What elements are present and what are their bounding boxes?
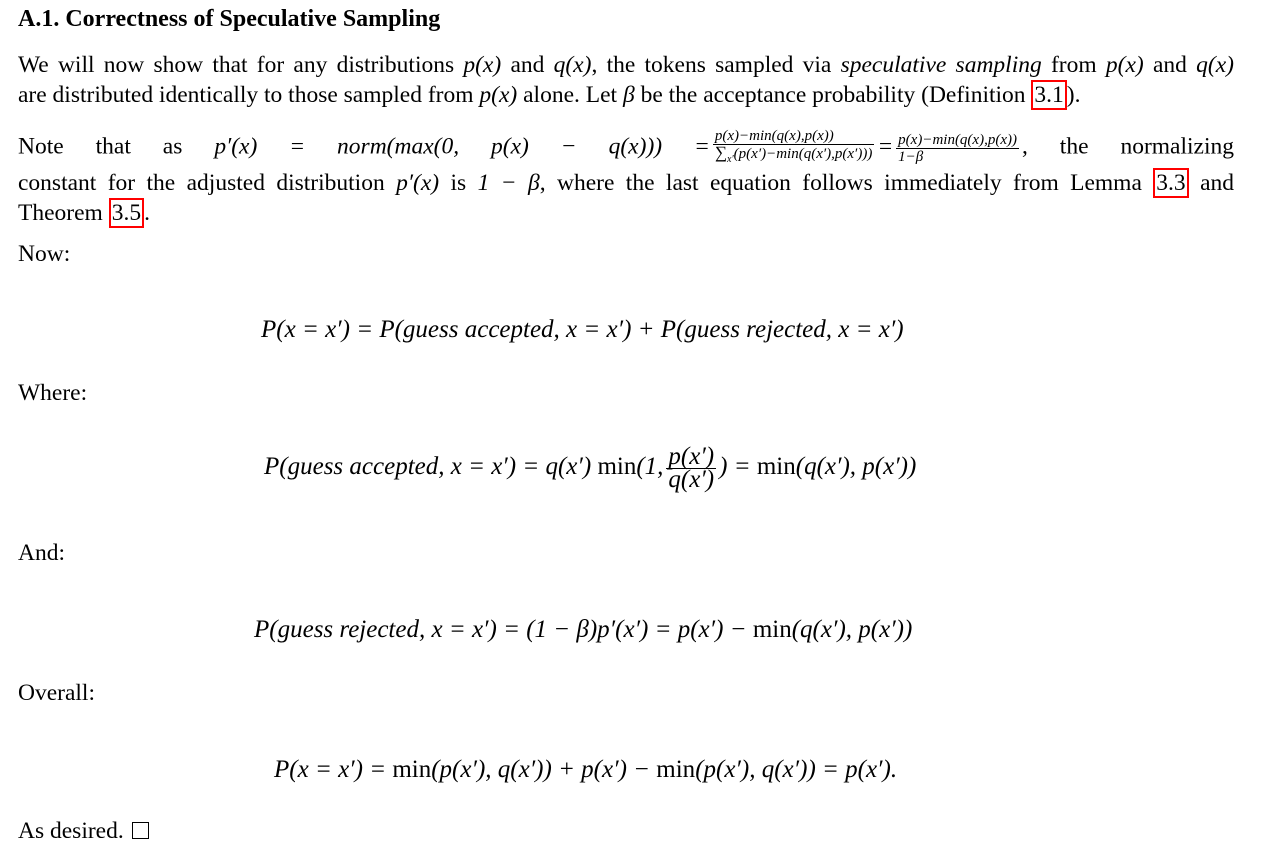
section-title: A.1. Correctness of Speculative Sampling xyxy=(18,6,441,32)
theorem-reference-link[interactable]: 3.5 xyxy=(109,198,144,228)
fraction: $\frac{p(x)-\min(q(x),p(x))}{\sum_{x'}(p(x')-\min(q(x'),p(x')))}$ xyxy=(714,128,873,165)
lemma-reference-link[interactable]: 3.3 xyxy=(1153,168,1188,198)
fraction: $\frac{p(x)-\min(q(x),p(x))}{1-\beta}$ xyxy=(898,131,1017,165)
paragraph-intro xyxy=(18,50,1234,110)
equation-guess-accepted: P(guess accepted, x = x′) = q(x′) min(1, $\frac{p(x')}{q(x')}$ ) = min(q(x′), p(x′)) xyxy=(264,443,917,493)
fraction: $\frac{p(x')}{q(x')}$ xyxy=(668,443,715,493)
closing-line: As desired. xyxy=(18,816,149,846)
paragraph-line: We will now show that for any distributions p(x) and q(x), the tokens sampled via speculative sampling from p(x) and q(x) xyxy=(18,52,1234,78)
paper-page xyxy=(18,0,1234,861)
paragraph-line: constant for the adjusted distribution p′(x) is 1 − β, where the last equation follows immediately from Lemma 3.3 and xyxy=(18,170,1235,196)
qed-square-icon xyxy=(132,822,149,839)
label-now: Now: xyxy=(18,241,71,267)
label-and: And: xyxy=(18,540,65,566)
emphasis-text: speculative sampling xyxy=(840,52,1042,78)
paragraph-line: Theorem 3.5 . xyxy=(18,200,150,226)
equation-overall: P(x = x′) = min(p(x′), q(x′)) + p(x′) − min(p(x′), q(x′)) = p(x′). xyxy=(274,756,898,783)
definition-reference-link[interactable]: 3.1 xyxy=(1031,80,1066,110)
equation-guess-rejected: P(guess rejected, x = x′) = (1 − β)p′(x′) = p(x′) − min(q(x′), p(x′)) xyxy=(254,616,913,643)
equation-total-probability: P(x = x′) = P(guess accepted, x = x′) + P(guess rejected, x = x′) xyxy=(261,316,904,343)
paragraph-normalizing-constant xyxy=(18,128,1234,228)
paragraph-line: are distributed identically to those sampled from p(x) alone. Let β be the acceptance probability (Definition 3.1 ). xyxy=(18,82,1081,108)
label-overall: Overall: xyxy=(18,680,95,706)
label-where: Where: xyxy=(18,380,88,406)
paragraph-line: Note that as p′(x) = norm(max(0, p(x) − q(x))) = $\frac{p(x)-\min(q(x),p(x))}{\sum_{x'}(p(x')-\min(q(x'),p(x')))}$ = $\frac{p(x)-\min(q(x),p(x))}{1-\beta}$ , the normalizing xyxy=(18,128,1234,168)
